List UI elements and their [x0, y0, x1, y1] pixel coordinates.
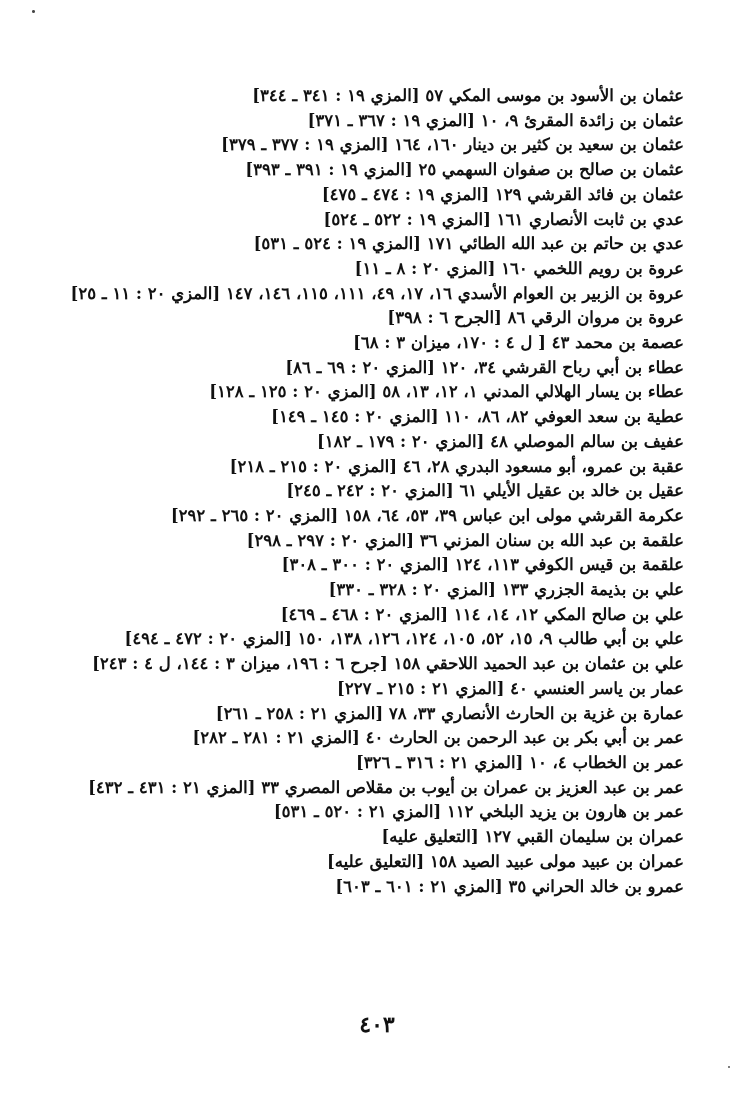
index-entry: عفيف بن سالم الموصلي ٤٨ [المزي ٢٠ : ١٧٩ ـ ١٨٢]: [316, 431, 684, 451]
index-entry: عروة بن مروان الرقي ٨٦ [الجرح ٦ : ٣٩٨]: [387, 308, 684, 328]
index-entry: عثمان بن زائدة المقرئ ٩، ١٠ [المزي ١٩ : ٣٦٧ ـ ٣٧١]: [307, 110, 684, 130]
index-entry: علقمة بن عبد الله بن سنان المزني ٣٦ [المزي ٢٠ : ٢٩٧ ـ ٢٩٨]: [246, 530, 684, 550]
index-entry: عمر بن الخطاب ٤، ١٠ [المزي ٢١ : ٣١٦ ـ ٣٢٦]: [355, 752, 684, 772]
index-entry: علي بن أبي طالب ٩، ١٥، ٥٢، ١٠٥، ١٢٤، ١٢٦، ١٣٨، ١٥٠ [المزي ٢٠ : ٤٧٢ ـ ٤٩٤]: [124, 629, 684, 649]
index-entry: عمرو بن خالد الحراني ٣٥ [المزي ٢١ : ٦٠١ ـ ٦٠٣]: [335, 876, 684, 896]
index-entry: عصمة بن محمد ٤٣ [ ل ٤ : ١٧٠، ميزان ٣ : ٦٨]: [353, 333, 684, 353]
index-entry: عدي بن حاتم بن عبد الله الطائي ١٧١ [المزي ١٩ : ٥٢٤ ـ ٥٣١]: [253, 234, 684, 254]
index-entry: علي بن صالح المكي ١٢، ١٤، ١١٤ [المزي ٢٠ : ٤٦٨ ـ ٤٦٩]: [280, 604, 684, 624]
page-number: ٤٠٣: [359, 1012, 395, 1038]
index-entry: عثمان بن الأسود بن موسى المكي ٥٧ [المزي ١٩ : ٣٤١ ـ ٣٤٤]: [252, 86, 684, 105]
index-entry: عثمان بن سعيد بن كثير بن دينار ١٦٠، ١٦٤ [المزي ١٩ : ٣٧٧ ـ ٣٧٩]: [221, 135, 684, 155]
index-entry: عدي بن ثابت الأنصاري ١٦١ [المزي ١٩ : ٥٢٢ ـ ٥٢٤]: [323, 209, 684, 229]
index-entry: عمر بن هارون بن يزيد البلخي ١١٢ [المزي ٢١ : ٥٢٠ ـ ٥٣١]: [273, 802, 684, 822]
scan-speck: [728, 1066, 730, 1068]
index-entry: عقيل بن خالد بن عقيل الأيلي ٦١ [المزي ٢٠ : ٢٤٢ ـ ٢٤٥]: [286, 481, 684, 501]
index-entry: عثمان بن صالح بن صفوان السهمي ٢٥ [المزي ١٩ : ٣٩١ ـ ٣٩٣]: [245, 160, 684, 180]
index-entry: عروة بن الزبير بن العوام الأسدي ١٦، ١٧، ٤٩، ١١١، ١١٥، ١٤٦، ١٤٧ [المزي ٢٠ : ١١ ـ ٢٥]: [70, 283, 684, 303]
index-entry: عمران بن عبيد مولى عبيد الصيد ١٥٨ [التعليق عليه]: [326, 851, 684, 871]
index-entry: عكرمة القرشي مولى ابن عباس ٣٩، ٥٣، ٦٤، ١٥٨ [المزي ٢٠ : ٢٦٥ ـ ٢٩٢]: [170, 505, 684, 525]
index-entry: عمر بن أبي بكر بن عبد الرحمن بن الحارث ٤٠ [المزي ٢١ : ٢٨١ ـ ٢٨٢]: [192, 728, 684, 748]
index-entry: علقمة بن قيس الكوفي ١١٣، ١٢٤ [المزي ٢٠ : ٣٠٠ ـ ٣٠٨]: [281, 555, 684, 575]
index-entry: عطاء بن يسار الهلالي المدني ١، ١٢، ١٣، ٥٨ [المزي ٢٠ : ١٢٥ ـ ١٢٨]: [209, 382, 684, 402]
index-entries: [70, 84, 684, 899]
index-entry: عطاء بن أبي رباح القرشي ٣٤، ١٢٠ [المزي ٢٠ : ٦٩ ـ ٨٦]: [285, 357, 684, 377]
index-entry: عمارة بن غزية بن الحارث الأنصاري ٣٣، ٧٨ [المزي ٢١ : ٢٥٨ ـ ٢٦١]: [215, 703, 684, 723]
index-entry: عمران بن سليمان القبي ١٢٧ [التعليق عليه]: [381, 827, 684, 847]
index-entry: عروة بن رويم اللخمي ١٦٠ [المزي ٢٠ : ٨ ـ ١١]: [354, 258, 684, 278]
index-entry: عطية بن سعد العوفي ٨٢، ٨٦، ١١٠ [المزي ٢٠ : ١٤٥ ـ ١٤٩]: [271, 407, 684, 427]
scan-speck: [32, 10, 35, 13]
index-entry: عثمان بن فائد القرشي ١٢٩ [المزي ١٩ : ٤٧٤ ـ ٤٧٥]: [321, 184, 684, 204]
index-entry: عمر بن عبد العزيز بن عمران بن أيوب بن مقلاص المصري ٣٣ [المزي ٢١ : ٤٣١ ـ ٤٣٢]: [88, 777, 684, 797]
index-entry: علي بن عثمان بن عبد الحميد اللاحقي ١٥٨ [جرح ٦ : ١٩٦، ميزان ٣ : ١٤٤، ل ٤ : ٢٤٣]: [92, 654, 684, 674]
index-entry: علي بن بذيمة الجزري ١٣٣ [المزي ٢٠ : ٣٢٨ ـ ٣٣٠]: [328, 580, 684, 600]
index-entry: عقبة بن عمرو، أبو مسعود البدري ٢٨، ٤٦ [المزي ٢٠ : ٢١٥ ـ ٢١٨]: [229, 456, 684, 476]
index-entry: عمار بن ياسر العنسي ٤٠ [المزي ٢١ : ٢١٥ ـ ٢٢٧]: [337, 678, 684, 698]
